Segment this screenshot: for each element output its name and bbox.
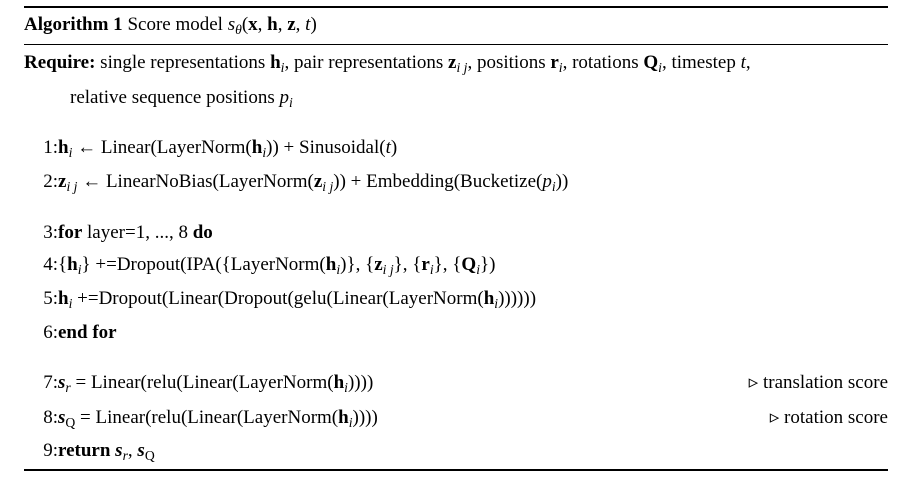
spacer (24, 115, 888, 132)
require-line-1 (24, 49, 888, 78)
step-number: 9: (43, 440, 58, 462)
step-comment (710, 435, 888, 469)
step-comment (710, 283, 888, 317)
step-row-9 (24, 435, 888, 469)
bottom-rule (24, 469, 888, 471)
algorithm-label: Algorithm 1 (24, 14, 123, 35)
step-comment-rotation: ▹ rotation score (769, 406, 888, 428)
step-comment (710, 317, 888, 349)
for-keyword: for (58, 222, 83, 244)
step-body: $s_Q$ = $Linear(relu(Linear(LayerNorm(h_i))))$ (58, 406, 378, 430)
step-number: 6: (43, 321, 58, 343)
step-number: 1: (43, 137, 58, 159)
algorithm-title-text: Score model $s_\theta(x$, h, z, t) (127, 14, 317, 37)
algorithm-block (16, 0, 896, 471)
spacer (24, 200, 888, 217)
step-body: $h_i$ $+=Dropout(Linear(Dropout(gelu(Linear(LayerNorm(h_i))))))$ (58, 287, 537, 311)
step-comment (710, 217, 888, 249)
step-number: 4: (43, 254, 58, 276)
step-body (58, 317, 710, 349)
do-keyword: do (192, 222, 213, 244)
require-text-1: single representations $h_i$, pair representations $z_{i j}$, positions $r_i$, rotations $Q_i$, timestep t, (100, 51, 751, 75)
step-body: $s_r$ = $Linear(relu(Linear(LayerNorm(h_i))))$ (58, 371, 374, 395)
step-row-4 (24, 249, 888, 283)
step-body: return $s_r$, $s_Q$ (58, 440, 155, 464)
algorithm-title (24, 8, 888, 44)
require-keyword: Require: (24, 51, 96, 73)
step-row-3 (24, 217, 888, 249)
step-comment (710, 132, 888, 166)
algorithm-steps (24, 115, 888, 469)
end-for-keyword: end for (58, 321, 117, 343)
step-comment-translation: ▹ translation score (748, 371, 888, 393)
step-body: $z_{i j}$ ← $LinearNoBias(LayerNorm(z_{i j}))$ + $Embedding(Bucketize(p_i))$ (58, 171, 569, 195)
return-keyword: return (58, 440, 111, 462)
step-body: $\{h_i\}$ $+=Dropout(IPA(\{LayerNorm(h_i)\}$, $\{z_{i j}\}$, $\{r_i\}$, $\{Q_i\}$) (58, 254, 496, 277)
step-body: $h_i$ ← $Linear(LayerNorm(h_i))$ + Sinusoidal(t) (58, 137, 398, 161)
step-row-2 (24, 166, 888, 200)
step-row-5 (24, 283, 888, 317)
step-row-8 (24, 401, 888, 436)
require-line-2: relative sequence positions $p_i$ (70, 87, 293, 110)
step-number: 3: (43, 222, 58, 244)
step-body: for layer=1, ..., 8 do (58, 222, 213, 244)
spacer (24, 349, 888, 366)
step-row-1 (24, 132, 888, 166)
step-number: 7: (43, 371, 58, 393)
step-row-6 (24, 317, 888, 349)
step-comment (710, 249, 888, 283)
step-comment (710, 166, 888, 200)
step-number: 8: (43, 406, 58, 428)
require-block (24, 45, 888, 116)
step-number: 2: (43, 171, 58, 193)
step-row-7 (24, 366, 888, 401)
step-number: 5: (43, 287, 58, 309)
